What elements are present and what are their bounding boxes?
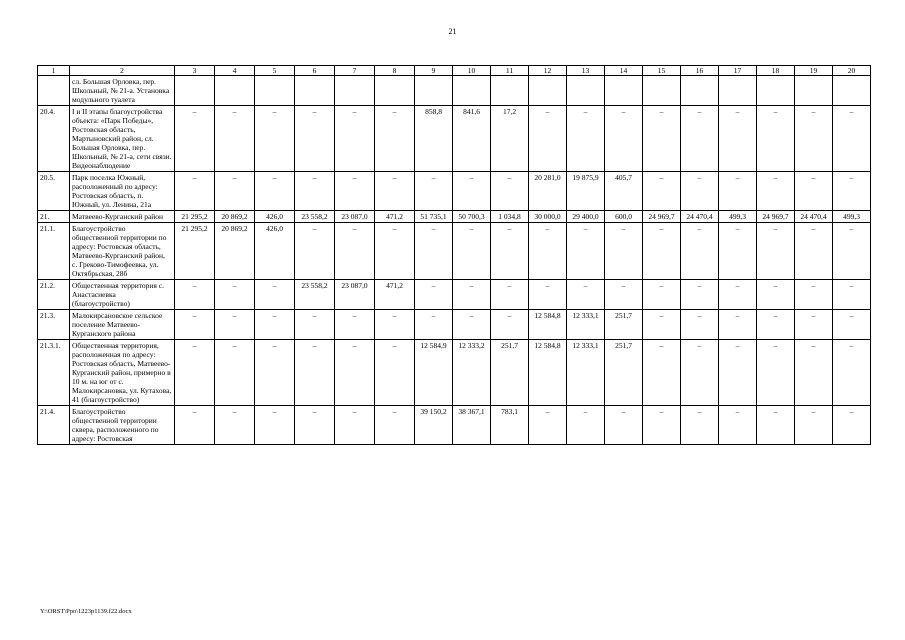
value-cell: – [335,340,375,406]
value-cell: – [643,406,681,445]
value-cell: 20 869,2 [215,211,255,223]
value-cell: – [529,106,567,172]
value-cell: – [335,172,375,211]
value-cell: – [491,172,529,211]
value-cell: 251,7 [605,340,643,406]
value-cell: – [255,310,295,340]
column-number-cell: 4 [215,66,255,76]
value-cell: – [795,223,833,280]
value-cell: – [529,406,567,445]
value-cell: – [415,172,453,211]
table-row [38,223,871,280]
column-number-cell: 1 [38,66,70,76]
object-name-cell: Благоустройство общественной территории по адресу: Ростовская область, Матвеево-Курганский район, с. Греково-Тимофеевка, ул. Октябрьская, 28б [70,223,175,280]
value-cell: – [833,310,871,340]
value-cell: – [415,280,453,310]
value-cell: – [175,172,215,211]
value-cell [375,76,415,106]
value-cell: – [295,310,335,340]
data-table [37,65,871,445]
value-cell: – [681,340,719,406]
value-cell: 20 281,0 [529,172,567,211]
table-row [38,310,871,340]
value-cell: – [255,340,295,406]
value-cell [255,76,295,106]
value-cell: – [719,280,757,310]
value-cell: 426,0 [255,223,295,280]
value-cell: – [295,340,335,406]
value-cell: 20 869,2 [215,223,255,280]
value-cell [719,76,757,106]
value-cell: 24 470,4 [795,211,833,223]
value-cell: 499,3 [833,211,871,223]
value-cell [215,76,255,106]
value-cell [757,76,795,106]
value-cell: 24 969,7 [757,211,795,223]
value-cell: – [795,310,833,340]
value-cell: – [375,106,415,172]
value-cell: 29 400,0 [567,211,605,223]
column-number-cell: 9 [415,66,453,76]
value-cell: – [795,280,833,310]
value-cell: 24 969,7 [643,211,681,223]
value-cell: – [295,406,335,445]
value-cell: – [255,106,295,172]
value-cell: – [643,223,681,280]
value-cell: 23 558,2 [295,280,335,310]
value-cell: 12 584,9 [415,340,453,406]
value-cell: – [175,280,215,310]
value-cell: – [643,280,681,310]
value-cell [453,76,491,106]
value-cell: – [255,406,295,445]
object-name-cell: I и II этапы благоустройства объекта: «Парк Победы», Ростовская область, Мартыновский район, сл. Большая Орловка, пер. Школьный, № 21-а, сети связи. Видеонаблюдение [70,106,175,172]
value-cell: 12 333,1 [567,310,605,340]
object-name-cell: Малокирсановское сельское поселение Матвеево-Курганского района [70,310,175,340]
column-number-cell: 5 [255,66,295,76]
value-cell: 23 087,0 [335,211,375,223]
column-number-cell: 8 [375,66,415,76]
value-cell: – [605,280,643,310]
value-cell: – [833,106,871,172]
object-name-cell: Общественная территория с. Анастасиевка (благоустройство) [70,280,175,310]
value-cell: – [175,340,215,406]
table-row [38,406,871,445]
column-number-cell: 7 [335,66,375,76]
value-cell: 39 150,2 [415,406,453,445]
object-name-cell: сл. Большая Орловка, пер. Школьный, № 21-а. Установка модульного туалета [70,76,175,106]
value-cell: – [529,280,567,310]
value-cell: – [757,223,795,280]
value-cell: – [833,280,871,310]
value-cell: – [453,310,491,340]
value-cell: – [795,172,833,211]
value-cell: 600,0 [605,211,643,223]
value-cell: – [795,406,833,445]
value-cell: – [757,106,795,172]
value-cell: 12 333,1 [567,340,605,406]
value-cell [795,76,833,106]
value-cell: – [175,310,215,340]
value-cell: – [719,172,757,211]
value-cell: – [757,340,795,406]
value-cell: – [295,106,335,172]
object-name-cell: Матвеево-Курганский район [70,211,175,223]
value-cell: 21 295,2 [175,223,215,280]
row-number-cell: 21. [38,211,70,223]
value-cell: – [453,172,491,211]
column-number-cell: 17 [719,66,757,76]
value-cell: 251,7 [605,310,643,340]
value-cell: – [491,310,529,340]
value-cell: 19 875,9 [567,172,605,211]
value-cell: 426,0 [255,211,295,223]
value-cell: 12 584,8 [529,310,567,340]
column-number-cell: 6 [295,66,335,76]
value-cell [605,76,643,106]
value-cell: – [295,223,335,280]
column-number-cell: 2 [70,66,175,76]
row-number-cell: 21.2. [38,280,70,310]
value-cell: – [719,340,757,406]
column-number-cell: 10 [453,66,491,76]
column-number-cell: 15 [643,66,681,76]
value-cell: 841,6 [453,106,491,172]
value-cell: – [175,406,215,445]
value-cell: – [491,280,529,310]
column-number-cell: 16 [681,66,719,76]
table-row [38,106,871,172]
value-cell: 405,7 [605,172,643,211]
value-cell: – [255,172,295,211]
value-cell [335,76,375,106]
value-cell: – [491,223,529,280]
value-cell: 24 470,4 [681,211,719,223]
row-number-cell: 21.1. [38,223,70,280]
value-cell: – [175,106,215,172]
column-number-cell: 19 [795,66,833,76]
value-cell: – [757,406,795,445]
value-cell: – [215,172,255,211]
table-row [38,211,871,223]
value-cell: 12 584,8 [529,340,567,406]
value-cell: 51 735,1 [415,211,453,223]
value-cell: – [375,310,415,340]
value-cell [833,76,871,106]
value-cell: – [643,106,681,172]
value-cell: – [833,406,871,445]
value-cell: – [681,106,719,172]
value-cell: – [215,340,255,406]
object-name-cell: Благоустройство общественной территории сквера, расположенного по адресу: Ростовская [70,406,175,445]
value-cell: – [643,340,681,406]
value-cell: – [295,172,335,211]
row-number-cell: 20.4. [38,106,70,172]
row-number-cell [38,76,70,106]
value-cell: – [215,280,255,310]
value-cell: – [757,280,795,310]
value-cell: – [567,406,605,445]
value-cell: – [643,172,681,211]
value-cell: 38 367,1 [453,406,491,445]
value-cell: – [375,406,415,445]
value-cell: – [335,223,375,280]
value-cell: 471,2 [375,280,415,310]
value-cell: – [215,106,255,172]
value-cell: – [833,340,871,406]
value-cell: – [215,310,255,340]
value-cell: – [833,172,871,211]
value-cell: 17,2 [491,106,529,172]
row-number-cell: 21.4. [38,406,70,445]
value-cell: 471,2 [375,211,415,223]
value-cell: – [335,406,375,445]
value-cell: – [795,106,833,172]
value-cell: – [605,106,643,172]
value-cell: – [415,310,453,340]
page-number: 21 [448,27,457,36]
value-cell: – [335,106,375,172]
value-cell: – [255,280,295,310]
value-cell: – [643,310,681,340]
value-cell: 251,7 [491,340,529,406]
value-cell [415,76,453,106]
row-number-cell: 20.5. [38,172,70,211]
value-cell: 23 087,0 [335,280,375,310]
value-cell: – [795,340,833,406]
object-name-cell: Парк поселка Южный, расположенный по адресу: Ростовская область, п. Южный, ул. Ленина, 21а [70,172,175,211]
value-cell [175,76,215,106]
value-cell: – [757,172,795,211]
value-cell [681,76,719,106]
value-cell: – [567,223,605,280]
value-cell: – [833,223,871,280]
table-row [38,340,871,406]
row-number-cell: 21.3.1. [38,340,70,406]
column-number-cell: 3 [175,66,215,76]
value-cell: – [567,106,605,172]
column-number-cell: 13 [567,66,605,76]
value-cell: 858,8 [415,106,453,172]
value-cell [295,76,335,106]
value-cell: – [375,223,415,280]
value-cell: – [719,223,757,280]
value-cell: – [335,310,375,340]
value-cell: – [375,340,415,406]
column-number-cell: 18 [757,66,795,76]
value-cell: – [215,406,255,445]
column-number-cell: 14 [605,66,643,76]
value-cell: – [719,406,757,445]
value-cell: – [757,310,795,340]
column-number-row [38,66,871,76]
value-cell: – [681,406,719,445]
value-cell: 1 034,8 [491,211,529,223]
value-cell: – [681,280,719,310]
value-cell: – [681,223,719,280]
value-cell: – [453,280,491,310]
column-number-cell: 12 [529,66,567,76]
value-cell: 783,1 [491,406,529,445]
value-cell: 30 000,0 [529,211,567,223]
value-cell: – [719,106,757,172]
value-cell: – [681,172,719,211]
object-name-cell: Общественная территория, расположенная по адресу: Ростовская область, Матвеево-Курганский район, примерно в 10 м. на юг от с. Малокирсановка, ул. Кутахова, 41 (благоустройство) [70,340,175,406]
footer-file-path: Y:\ORST\Ppo\1223p1139.f22.docx [40,608,132,615]
table-row [38,280,871,310]
value-cell: – [567,280,605,310]
value-cell: – [605,223,643,280]
value-cell [567,76,605,106]
value-cell: – [529,223,567,280]
table-row [38,76,871,106]
value-cell: 21 295,2 [175,211,215,223]
value-cell: 12 333,2 [453,340,491,406]
value-cell [643,76,681,106]
value-cell: 499,3 [719,211,757,223]
table-row [38,172,871,211]
value-cell [491,76,529,106]
value-cell: – [681,310,719,340]
column-number-cell: 11 [491,66,529,76]
row-number-cell: 21.3. [38,310,70,340]
value-cell: – [605,406,643,445]
value-cell: 23 558,2 [295,211,335,223]
value-cell [529,76,567,106]
column-number-cell: 20 [833,66,871,76]
value-cell: – [415,223,453,280]
value-cell: – [719,310,757,340]
value-cell: – [375,172,415,211]
value-cell: – [453,223,491,280]
value-cell: 50 700,3 [453,211,491,223]
